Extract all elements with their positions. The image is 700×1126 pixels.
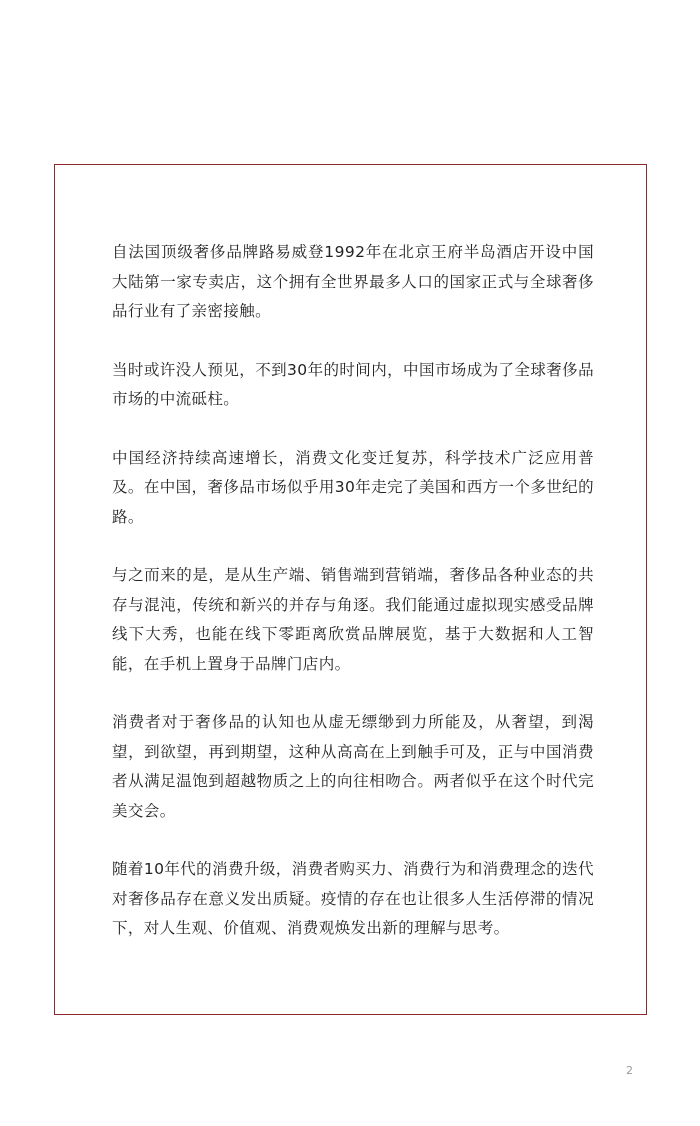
paragraph-4: 与之而来的是，是从生产端、销售端到营销端，奢侈品各种业态的共存与混沌，传统和新兴的并存与角逐。我们能通过虚拟现实感受品牌线下大秀，也能在线下零距离欣赏品牌展览，基于大数据和人工智能，在手机上置身于品牌门店内。 <box>112 566 594 673</box>
content-frame <box>54 164 647 1015</box>
paragraph-3: 中国经济持续高速增长，消费文化变迁复苏，科学技术广泛应用普及。在中国，奢侈品市场似乎用30年走完了美国和西方一个多世纪的路。 <box>112 448 594 526</box>
paragraph-2: 当时或许没人预见，不到30年的时间内，中国市场成为了全球奢侈品市场的中流砥柱。 <box>112 360 594 408</box>
page-number: 2 <box>626 1064 633 1077</box>
paragraph-5: 消费者对于奢侈品的认知也从虚无缥缈到力所能及，从奢望，到渴望，到欲望，再到期望，这种从高高在上到触手可及，正与中国消费者从满足温饱到超越物质之上的向往相吻合。两者似乎在这个时代完美交会。 <box>112 713 594 820</box>
body-text <box>112 238 594 973</box>
paragraph-6: 随着10年代的消费升级，消费者购买力、消费行为和消费理念的迭代对奢侈品存在意义发出质疑。疫情的存在也让很多人生活停滞的情况下，对人生观、价值观、消费观焕发出新的理解与思考。 <box>112 860 594 937</box>
paragraph-1: 自法国顶级奢侈品牌路易威登1992年在北京王府半岛酒店开设中国大陆第一家专卖店，这个拥有全世界最多人口的国家正式与全球奢侈品行业有了亲密接触。 <box>112 243 594 320</box>
